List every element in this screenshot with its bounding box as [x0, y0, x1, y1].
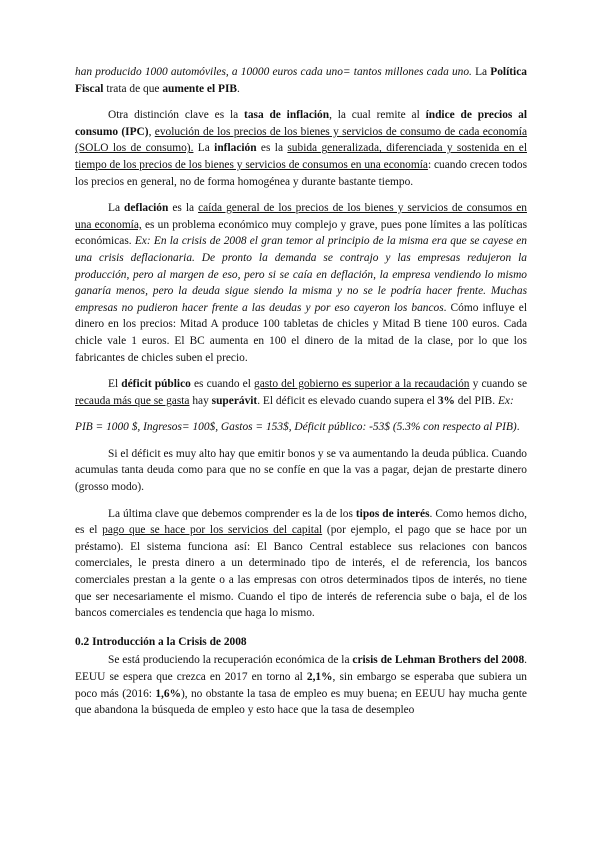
paragraph-fiscal-policy: han producido 1000 automóviles, a 10000 euros cada uno= tantos millones cada uno. La Política Fiscal trata de que aumente el PIB. — [75, 66, 527, 95]
deficit-formula: PIB = 1000 $, Ingresos= 100$, Gastos = 153$, Déficit público: -53$ (5.3% con respecto al PIB). — [75, 421, 520, 434]
paragraph-public-deficit: El déficit público es cuando el gasto del gobierno es superior a la recaudación y cuando se recauda más que se gasta hay superávit. El déficit es elevado cuando supera el 3% del PIB. Ex: — [75, 378, 527, 407]
deficit-threshold: 3% — [437, 394, 455, 407]
term-inflation: inflación — [214, 142, 257, 155]
term-surplus: superávit — [211, 394, 258, 407]
term-deflation: deflación — [124, 202, 169, 215]
growth-2017: 2,1% — [306, 671, 333, 683]
underlined-deficit-definition: gasto del gobierno es superior a la recaudación — [254, 378, 470, 391]
term-cpi: índice de precios al consumo (IPC) — [75, 109, 527, 138]
term-lehman-crisis: crisis de Lehman Brothers del 2008 — [352, 654, 525, 667]
paragraph-public-debt: Si el déficit es muy alto hay que emitir bonos y se va aumentando la deuda pública. Cuando acumulas tanta deuda como para que no se confíe en que la vas a pagar, dejan de prestarte dinero (grosso modo). — [75, 447, 527, 494]
term-fiscal-policy: Política Fiscal — [75, 66, 527, 95]
document-page — [75, 64, 527, 719]
term-interest-rates: tipos de interés — [355, 507, 430, 520]
underlined-interest-definition: pago que se hace por los servicios del capital — [102, 524, 323, 537]
paragraph-crisis-2008: Se está produciendo la recuperación económica de la crisis de Lehman Brothers del 2008. EEUU se espera que crezca en 2017 en torno al 2,1%, sin embargo se esperaba que subiera un poco más (2016: 1,6%), no obstante la tasa de empleo es muy buena; en EEUU hay mucha gente que abandona la búsqueda de empleo y esto hace que la tasa de desempleo — [75, 654, 528, 717]
growth-2016: 1,6% — [155, 687, 181, 700]
underlined-deflation-definition: caída general de los precios de los bienes y servicios de consumos en una economía, — [75, 202, 527, 231]
term-inflation-rate: tasa de inflación — [244, 109, 330, 122]
term-public-deficit: déficit público — [121, 378, 191, 391]
underlined-cpi-definition: evolución de los precios de los bienes y servicios de consumo de cada economía (SOLO los de consumo). — [75, 125, 527, 155]
paragraph-deflation: La deflación es la caída general de los precios de los bienes y servicios de consumos en una economía, es un problema económico muy complejo y grave, pues pone límites a las políticas económicas. Ex: En la crisis de 2008 el gran temor al principio de la misma era que se cayese en una crisis deflacionaria. De pronto la demanda se contrajo y las empresas redujeron la producción, pero al margen de eso, pero si se caía en deflación, la empresa vendiendo lo mismo ganaría menos, pero la deuda sigue siendo la misma y no se le podría hacer frente. Muchas empresas no pudieron hacer frente a las deudas y por eso cayeron los bancos. Cómo influye el dinero en los precios: Mitad A produce 100 tabletas de chicles y Mitad B tiene 100 euros. Cada chicle vale 1 euros. El BC aumenta en 100 el dinero de la mitad de la clase, por lo que los fabricantes de chicles suben el precio. — [75, 202, 528, 364]
example-text: han producido 1000 automóviles, a 10000 euros cada uno= tantos millones cada uno. — [75, 66, 472, 78]
underlined-inflation-definition: subida generalizada, diferenciada y sostenida en el tiempo de los precios de los bienes y servicios de consumos en una economía — [75, 142, 527, 171]
paragraph-interest-rates: La última clave que debemos comprender es la de los tipos de interés. Como hemos dicho, es el pago que se hace por los servicios del capital (por ejemplo, el pago que se hace por un préstamo). El sistema funciona así: El Banco Central establece sus relaciones con bancos comerciales, le presta dinero a un determinado tipo de interés, el de referencia, los bancos comerciales prestan a la gente o a las empresas con otros determinados tipos de interés, no tiene que ser necesariamente el mismo. Cuando el tipo de interés de referencia sube o baja, el de los bancos comerciales es tendencia que haga lo mismo. — [75, 507, 527, 620]
section-heading: 0.2 Introducción a la Crisis de 2008 — [75, 635, 247, 648]
underlined-surplus-definition: recauda más que se gasta — [75, 394, 190, 407]
example-label: Ex: — [497, 394, 514, 407]
paragraph-inflation: Otra distinción clave es la tasa de inflación, la cual remite al índice de precios al consumo (IPC), evolución de los precios de los bienes y servicios de consumo de cada economía (SOLO los de consumo). La inflación es la subida generalizada, diferenciada y sostenida en el tiempo de los precios de los bienes y servicios de consumos en una economía: cuando crecen todos los precios en general, no de forma homogénea y durante bastante tiempo. — [75, 109, 528, 188]
term-increase-gdp: aumente el PIB — [162, 82, 237, 95]
deflation-example: Ex: En la crisis de 2008 el gran temor al principio de la misma era que se cayese en una crisis deflacionaria. De pronto la demanda se contrajo y las empresas redujeron la producción, pero al margen de eso, pero si se caía en deflación, la empresa vendiendo lo mismo ganaría menos, pero la deuda sigue siendo la misma y no se le podría hacer frente. Muchas empresas no pudieron hacer frente a las deudas y por eso cayeron los bancos — [75, 235, 527, 314]
